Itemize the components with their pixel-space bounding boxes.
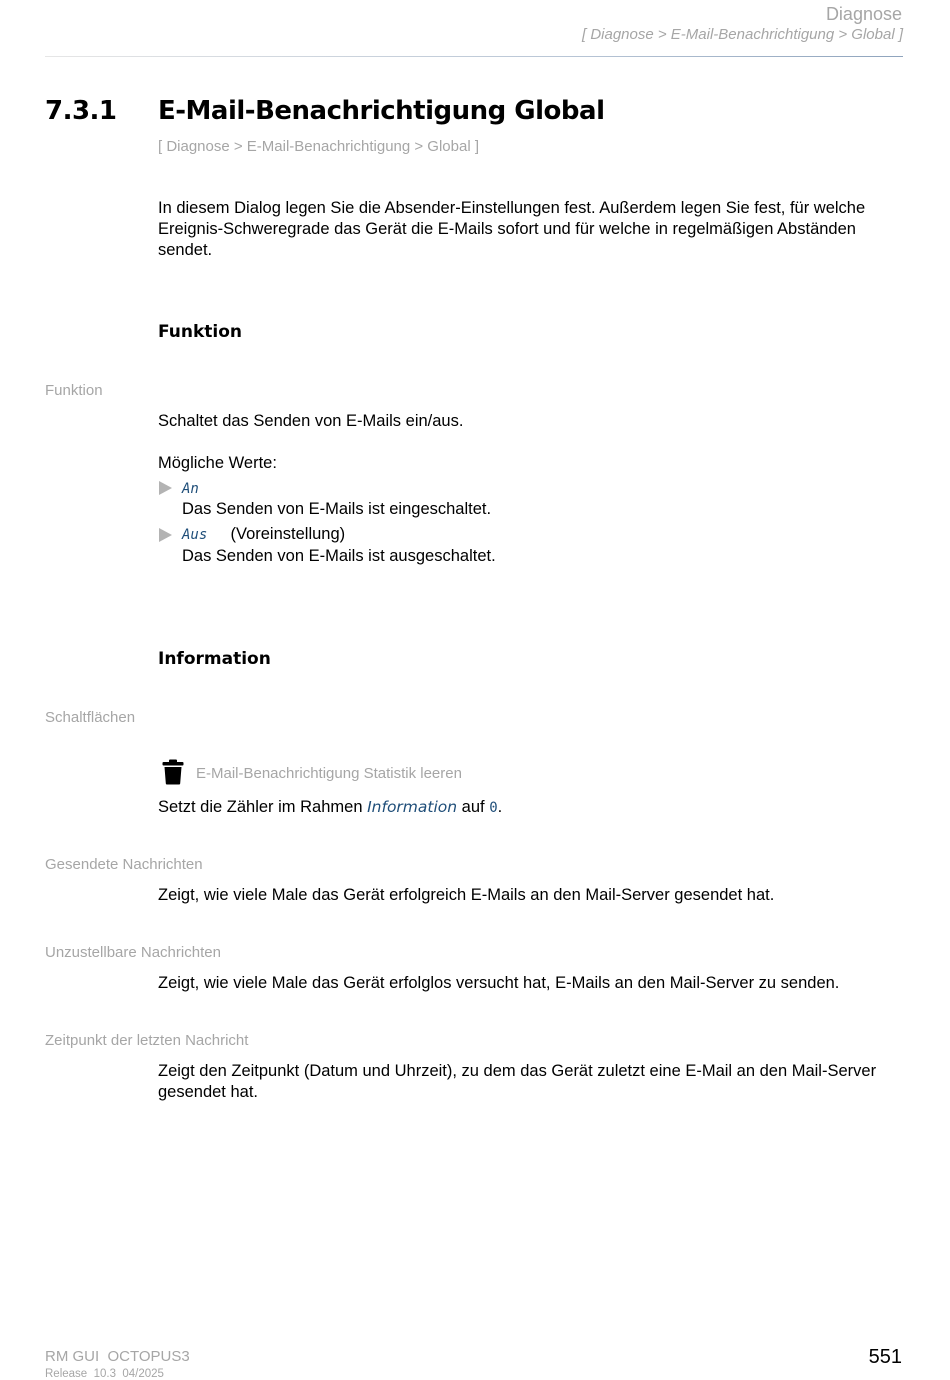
field-desc-last-message: Zeigt den Zeitpunkt (Datum und Uhrzeit), zu dem das Gerät zuletzt eine E-Mail an den Mail-Server gesendet hat.	[158, 1062, 877, 1101]
funktion-heading: Funktion	[158, 322, 243, 342]
section-title: E-Mail-Benachrichtigung Global	[158, 96, 605, 126]
button-description	[158, 797, 903, 819]
value-item-an	[182, 480, 199, 498]
field-label-sent: Gesendete Nachrichten	[45, 856, 203, 873]
bullet-arrow-icon	[159, 481, 172, 495]
possible-values-label: Mögliche Werte:	[158, 454, 277, 472]
running-header-path: [ Diagnose > E-Mail-Benachrichtigung > Global ]	[581, 26, 903, 43]
button-desc-mid: auf	[457, 798, 490, 816]
field-desc-undeliverable: Zeigt, wie viele Male das Gerät erfolglos versucht hat, E-Mails an den Mail-Server zu senden.	[158, 974, 840, 992]
clear-statistics-button-label[interactable]: E-Mail-Benachrichtigung Statistik leeren	[196, 765, 462, 782]
funktion-description: Schaltet das Senden von E-Mails ein/aus.	[158, 412, 464, 430]
bullet-arrow-icon	[159, 528, 172, 542]
reset-value: 0	[489, 800, 498, 816]
section-intro: In diesem Dialog legen Sie die Absender-Einstellungen fest. Außerdem legen Sie fest, für welche Ereignis-Schweregrade das Gerät die E-Mails sofort und für welche in regelmäßigen Abständen sendet.	[158, 199, 866, 259]
information-heading: Information	[158, 649, 271, 669]
buttons-label: Schaltflächen	[45, 709, 136, 726]
page-number: 551	[868, 1346, 902, 1368]
field-label-last-message: Zeitpunkt der letzten Nachricht	[45, 1032, 249, 1049]
header-divider	[45, 56, 903, 57]
information-reference: Information	[367, 798, 458, 816]
trash-icon[interactable]	[161, 759, 185, 785]
button-desc-prefix: Setzt die Zähler im Rahmen	[158, 798, 368, 816]
funktion-field-label: Funktion	[45, 382, 103, 399]
value-name: Aus	[182, 527, 208, 543]
value-desc-aus: Das Senden von E-Mails ist ausgeschaltet.	[182, 547, 496, 565]
footer-product: RM GUI OCTOPUS3	[45, 1348, 190, 1365]
button-desc-suffix: .	[497, 798, 503, 816]
running-header-chapter: Diagnose	[825, 4, 902, 24]
value-name: An	[182, 481, 199, 497]
value-default-note: (Voreinstellung)	[230, 525, 346, 543]
section-breadcrumb: [ Diagnose > E-Mail-Benachrichtigung > Global ]	[158, 138, 480, 155]
footer-release: Release 10.3 04/2025	[45, 1368, 164, 1380]
section-number: 7.3.1	[45, 96, 117, 126]
field-desc-sent: Zeigt, wie viele Male das Gerät erfolgreich E-Mails an den Mail-Server gesendet hat.	[158, 886, 775, 904]
field-label-undeliverable: Unzustellbare Nachrichten	[45, 944, 221, 961]
value-desc-an: Das Senden von E-Mails ist eingeschaltet.	[182, 500, 492, 518]
value-item-aus	[182, 525, 345, 544]
